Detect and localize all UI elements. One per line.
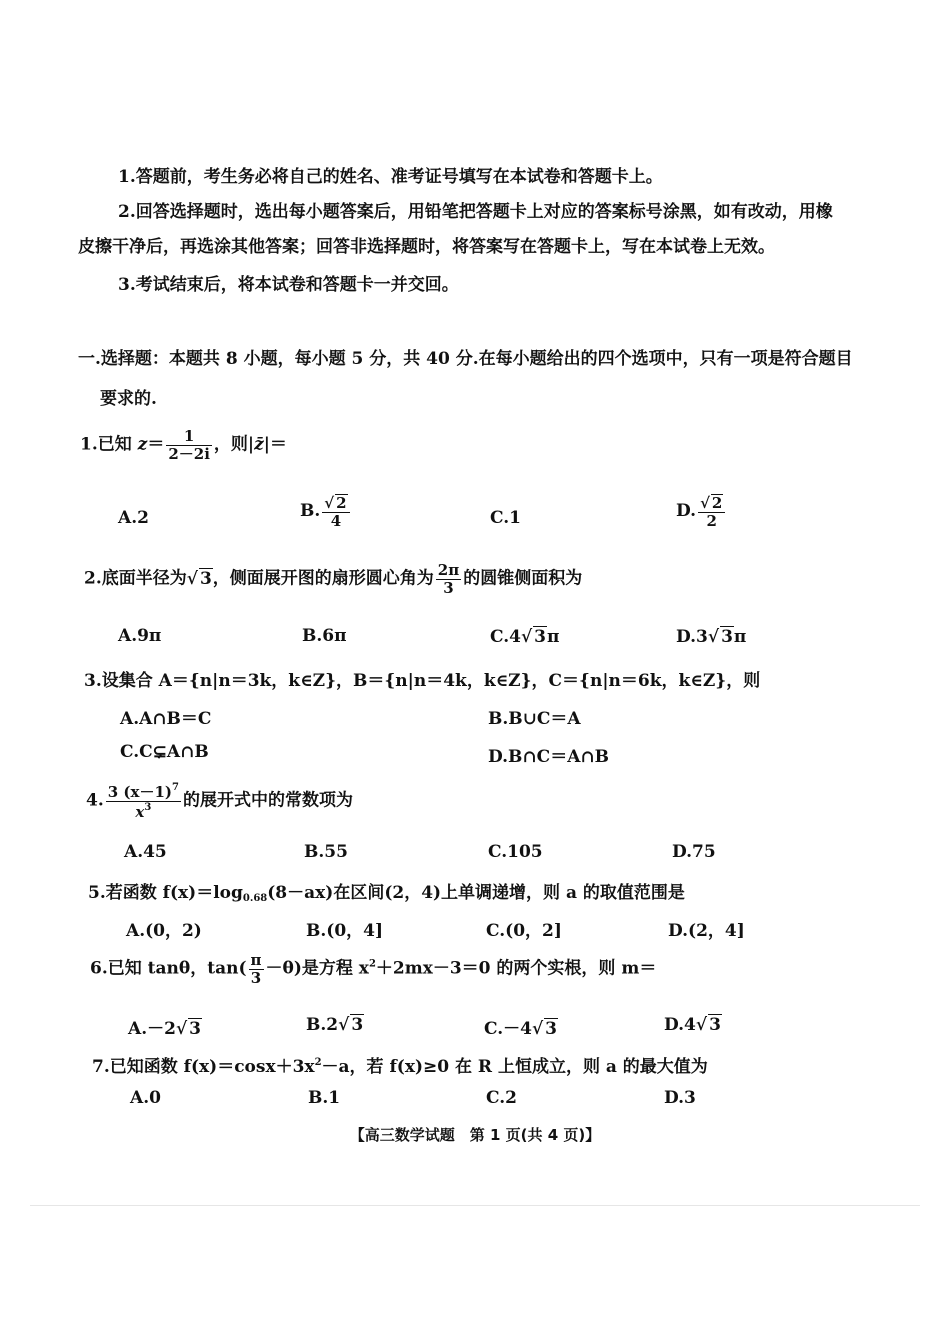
instruction-3: 3.考试结束后，将本试卷和答题卡一并交回。 bbox=[118, 275, 459, 295]
q4-option-b: B.55 bbox=[304, 842, 348, 862]
question-3: 3.设集合 A＝{n|n＝3k，k∈Z}，B＝{n|n＝4k，k∈Z}，C＝{n|n＝6k，k∈Z}，则 bbox=[84, 671, 761, 691]
question-5: 5.若函数 $f(x)=\log_{0.68}(8-ax)$在区间(2，4)上单调递增，则 a 的取值范围是 bbox=[88, 883, 685, 904]
section-heading-cont: 要求的. bbox=[100, 389, 157, 409]
page-footer: 【高三数学试题 第 1 页(共 4 页)】 bbox=[349, 1126, 601, 1144]
q6-option-a: A.－2√ 3 bbox=[128, 1019, 201, 1039]
instruction-2: 2.回答选择题时，选出每小题答案后，用铅笔把答题卡上对应的答案标号涂黑，如有改动，用橡 bbox=[118, 202, 833, 222]
q1-option-c: C.1 bbox=[490, 508, 521, 528]
question-1: 1.已知 z＝ $\frac{1}{2-2i}$ ，则|z̄|＝ bbox=[80, 427, 287, 463]
instruction-2-cont: 皮擦干净后，再选涂其他答案；回答非选择题时，将答案写在答题卡上，写在本试卷上无效。 bbox=[78, 237, 775, 257]
q2-option-b: B.6π bbox=[302, 626, 347, 646]
q7-option-c: C.2 bbox=[486, 1088, 517, 1108]
question-7: 7.已知函数 $f(x)=\cos x+3x^2-a$，若 f(x)≥0 在 R 上恒成立，则 a 的最大值为 bbox=[92, 1057, 708, 1077]
q3-option-c: C.C⊊A∩B bbox=[120, 742, 209, 762]
q6-option-c: C.－4√ 3 bbox=[484, 1019, 558, 1039]
q7-option-b: B.1 bbox=[308, 1088, 341, 1108]
fraction: $\frac{1}{2-2i}$ bbox=[168, 427, 210, 463]
q7-option-a: A.0 bbox=[130, 1088, 161, 1108]
q4-option-a: A.45 bbox=[124, 842, 167, 862]
q5-option-a: A.(0，2) bbox=[126, 921, 202, 941]
q5-option-d: D.(2，4] bbox=[668, 921, 745, 941]
q4-option-c: C.105 bbox=[488, 842, 543, 862]
q3-option-b: B.B∪C＝A bbox=[488, 709, 581, 729]
q7-option-d: D.3 bbox=[664, 1088, 696, 1108]
q1-option-a: A.2 bbox=[118, 508, 149, 528]
q6-option-b: B.2√ 3 bbox=[306, 1015, 364, 1035]
q1-option-d: D. $\frac{√ 2}{2}$ bbox=[676, 494, 727, 529]
q3-option-d: D.B∩C＝A∩B bbox=[488, 747, 610, 767]
q4-option-d: D.75 bbox=[672, 842, 716, 862]
q6-option-d: D.4√ 3 bbox=[664, 1015, 721, 1035]
q5-option-b: B.(0，4] bbox=[306, 921, 384, 941]
q3-option-a: A.A∩B＝C bbox=[120, 709, 212, 729]
question-2: 2.底面半径为√ 3，侧面展开图的扇形圆心角为 $\frac{2\pi}{3}$ 的圆锥侧面积为 bbox=[84, 561, 583, 597]
question-6: 6.已知 tanθ，tan( $\frac{\pi}{3}$ －θ)是方程 $x^2+2mx-3=0$ 的两个实根，则 m＝ bbox=[90, 951, 657, 987]
q2-option-c: C.4√ 3π bbox=[490, 627, 560, 647]
question-4: 4. $\frac{3 (x-1)^7}{x^3}$ 的展开式中的常数项为 bbox=[86, 782, 353, 821]
page-divider bbox=[30, 1205, 920, 1206]
q5-option-c: C.(0，2] bbox=[486, 921, 562, 941]
q2-option-d: D.3√ 3π bbox=[676, 627, 747, 647]
q1-option-b: B. $\frac{√ 2}{4}$ bbox=[300, 494, 352, 529]
section-heading: 一.选择题：本题共 8 小题，每小题 5 分，共 40 分.在每小题给出的四个选项中，只有一项是符合题目 bbox=[78, 349, 853, 369]
q2-option-a: A.9π bbox=[118, 626, 162, 646]
instruction-1: 1.答题前，考生务必将自己的姓名、准考证号填写在本试卷和答题卡上。 bbox=[118, 167, 663, 187]
